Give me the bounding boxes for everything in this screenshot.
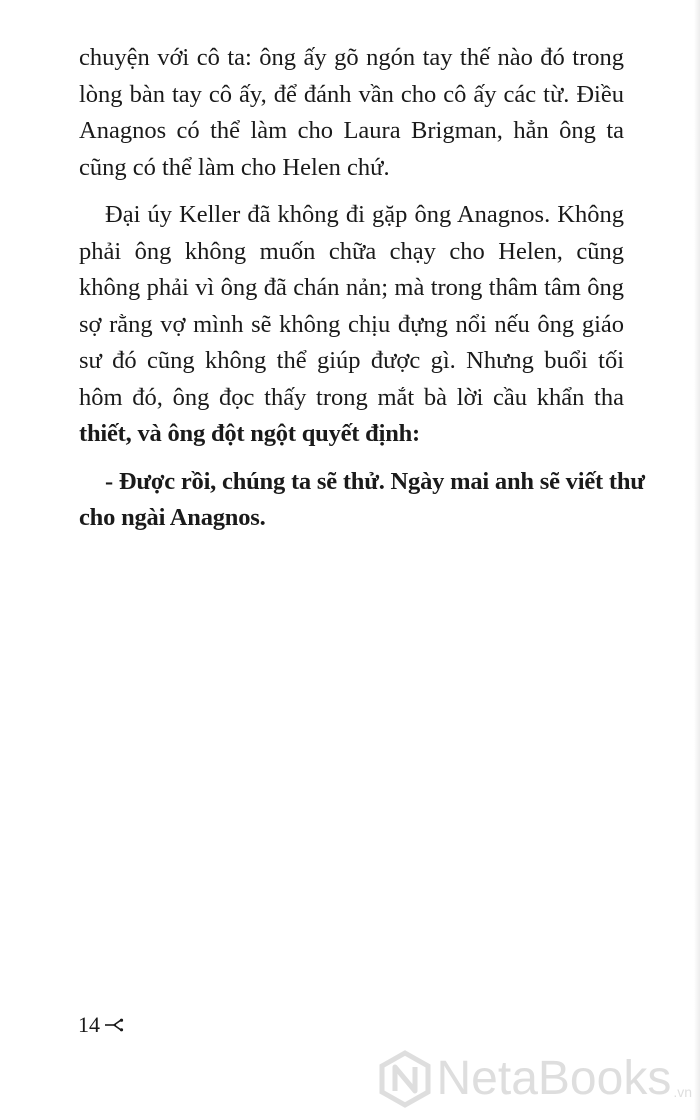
text-line: sợ rằng vợ mình sẽ không chịu đựng nổi nếu ông giáo xyxy=(79,310,624,338)
text-line: phải ông không muốn chữa chạy cho Helen, cũng xyxy=(79,237,624,265)
netabooks-watermark xyxy=(379,1050,692,1108)
text-line: Đại úy Keller đã không đi gặp ông Anagnos. Không xyxy=(105,201,624,228)
text-line: Anagnos có thể làm cho Laura Brigman, hẳn ông ta xyxy=(79,117,624,144)
scissors-ornament-icon xyxy=(104,1018,124,1032)
netabooks-hexagon-n-icon xyxy=(379,1050,431,1108)
page-edge-shadow xyxy=(694,0,700,1120)
text-line: không phải vì ông đã chán nản; mà trong thâm tâm ông xyxy=(79,274,624,301)
text-line: cho ngài Anagnos. xyxy=(79,504,266,531)
text-line: sư đó cũng không thể giúp được gì. Nhưng buổi tối xyxy=(79,347,624,374)
paragraph xyxy=(79,197,624,453)
paragraph-spacing xyxy=(79,186,624,197)
watermark-text: NetaBooks xyxy=(436,1052,672,1105)
text-line: thiết, và ông đột ngột quyết định: xyxy=(79,420,421,447)
text-line: lòng bàn tay cô ấy, để đánh vần cho cô ấy các từ. Điều xyxy=(79,80,624,108)
paragraph xyxy=(79,40,624,186)
text-line: hôm đó, ông đọc thấy trong mắt bà lời cầu khẩn tha xyxy=(79,383,624,411)
page-footer xyxy=(78,1012,124,1038)
text-line: cũng có thể làm cho Helen chứ. xyxy=(79,153,390,181)
page-number: 14 xyxy=(78,1012,100,1037)
text-line: chuyện với cô ta: ông ấy gõ ngón tay thế nào đó trong xyxy=(79,44,624,71)
text-line: - Được rồi, chúng ta sẽ thử. Ngày mai anh sẽ viết thư xyxy=(105,467,645,495)
watermark-suffix: .vn xyxy=(673,1084,692,1100)
book-page-text xyxy=(79,40,645,537)
paragraph-spacing xyxy=(79,453,624,464)
dialogue-paragraph xyxy=(79,464,645,537)
